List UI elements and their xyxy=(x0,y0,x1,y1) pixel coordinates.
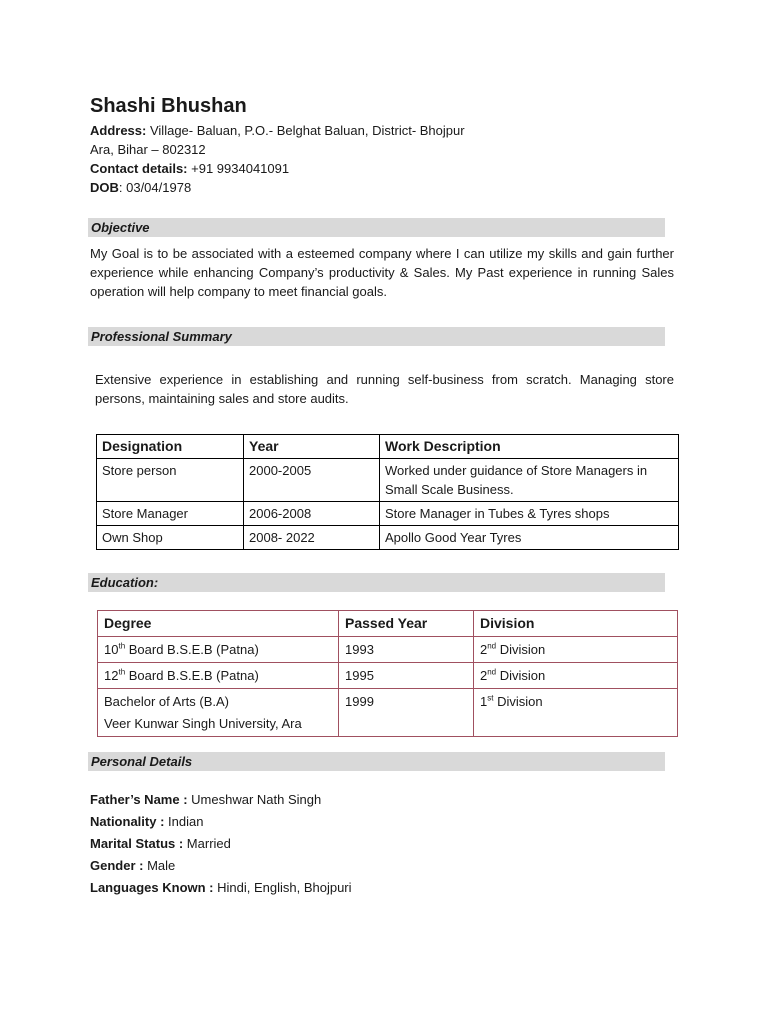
address-value: Village- Baluan, P.O.- Belghat Baluan, District- Bhojpur xyxy=(149,123,465,138)
year-cell: 1999 xyxy=(339,689,474,737)
column-header: Year xyxy=(244,435,380,459)
detail-label: Nationality : xyxy=(90,814,165,829)
list-item xyxy=(90,789,352,811)
division-cell xyxy=(474,663,678,689)
column-header: Work Description xyxy=(380,435,679,459)
degree-suffix: th xyxy=(118,641,126,651)
column-header: Designation xyxy=(97,435,244,459)
table-row xyxy=(98,663,678,689)
list-item xyxy=(90,877,352,899)
objective-text: My Goal is to be associated with a esteemed company where I can utilize my skills and gain further experience while enhancing Company’s productivity & Sales. My Past experience in running Sales operation will help company to meet financial goals. xyxy=(90,246,674,299)
candidate-name: Shashi Bhushan xyxy=(90,95,247,117)
division-text: Division xyxy=(496,642,546,657)
column-header: Passed Year xyxy=(339,611,474,637)
table-cell: Store Manager in Tubes & Tyres shops xyxy=(380,502,679,526)
degree-name: Board B.S.E.B (Patna) xyxy=(125,668,259,683)
division-text: Division xyxy=(496,668,546,683)
division-number: 1 xyxy=(480,694,488,709)
degree-name: Board B.S.E.B (Patna) xyxy=(125,642,259,657)
list-item xyxy=(90,811,352,833)
division-suffix: st xyxy=(487,693,494,703)
degree-cell xyxy=(98,663,339,689)
year-cell: 1993 xyxy=(339,637,474,663)
detail-label: Languages Known : xyxy=(90,880,214,895)
contact-line xyxy=(90,161,289,177)
table-row xyxy=(97,526,679,550)
detail-label: Gender : xyxy=(90,858,144,873)
degree-suffix: th xyxy=(118,667,126,677)
table-cell: Apollo Good Year Tyres xyxy=(380,526,679,550)
degree-name: Bachelor of Arts (B.A) xyxy=(104,694,229,709)
table-row xyxy=(97,459,679,502)
table-header-row xyxy=(98,611,678,637)
dob-value: : 03/04/1978 xyxy=(118,180,192,195)
degree-number: 12 xyxy=(104,668,119,683)
university-name: Veer Kunwar Singh University, Ara xyxy=(104,716,302,731)
table-cell: 2006-2008 xyxy=(244,502,380,526)
list-item xyxy=(90,855,352,877)
division-cell xyxy=(474,637,678,663)
contact-label: Contact details: xyxy=(90,161,188,176)
address-label: Address: xyxy=(90,123,147,138)
personal-details-list xyxy=(90,789,352,899)
division-cell xyxy=(474,689,678,737)
degree-number: 10 xyxy=(104,642,119,657)
degree-cell xyxy=(98,637,339,663)
table-cell: Own Shop xyxy=(97,526,244,550)
table-row xyxy=(98,637,678,663)
education-heading: Education: xyxy=(88,573,665,592)
table-cell: Worked under guidance of Store Managers in Small Scale Business. xyxy=(380,459,679,502)
division-number: 2 xyxy=(480,642,488,657)
list-item xyxy=(90,833,352,855)
year-cell: 1995 xyxy=(339,663,474,689)
column-header: Degree xyxy=(98,611,339,637)
education-table xyxy=(97,610,678,737)
experience-table xyxy=(96,434,679,550)
table-cell: Store person xyxy=(97,459,244,502)
objective-heading: Objective xyxy=(88,218,665,237)
detail-label: Father’s Name : xyxy=(90,792,188,807)
column-header: Division xyxy=(474,611,678,637)
degree-cell xyxy=(98,689,339,737)
detail-value: Indian xyxy=(164,814,204,829)
table-row xyxy=(98,689,678,737)
detail-value: Married xyxy=(183,836,231,851)
table-header-row xyxy=(97,435,679,459)
personal-details-heading: Personal Details xyxy=(88,752,665,771)
table-cell: 2008- 2022 xyxy=(244,526,380,550)
contact-value: +91 9934041091 xyxy=(191,161,290,176)
dob-line xyxy=(90,180,191,196)
division-text: Division xyxy=(493,694,543,709)
division-number: 2 xyxy=(480,668,488,683)
address-line-2: Ara, Bihar – 802312 xyxy=(90,142,206,157)
address-line-1 xyxy=(90,123,465,139)
table-cell: Store Manager xyxy=(97,502,244,526)
division-suffix: nd xyxy=(487,641,497,651)
division-suffix: nd xyxy=(487,667,497,677)
professional-summary-heading: Professional Summary xyxy=(88,327,665,346)
dob-label: DOB xyxy=(90,180,119,195)
table-row xyxy=(97,502,679,526)
detail-value: Hindi, English, Bhojpuri xyxy=(213,880,352,895)
detail-value: Umeshwar Nath Singh xyxy=(187,792,322,807)
detail-value: Male xyxy=(143,858,176,873)
table-cell: 2000-2005 xyxy=(244,459,380,502)
detail-label: Marital Status : xyxy=(90,836,184,851)
professional-summary-text: Extensive experience in establishing and running self-business from scratch. Managing store persons, maintaining sales and store audits. xyxy=(95,372,674,406)
